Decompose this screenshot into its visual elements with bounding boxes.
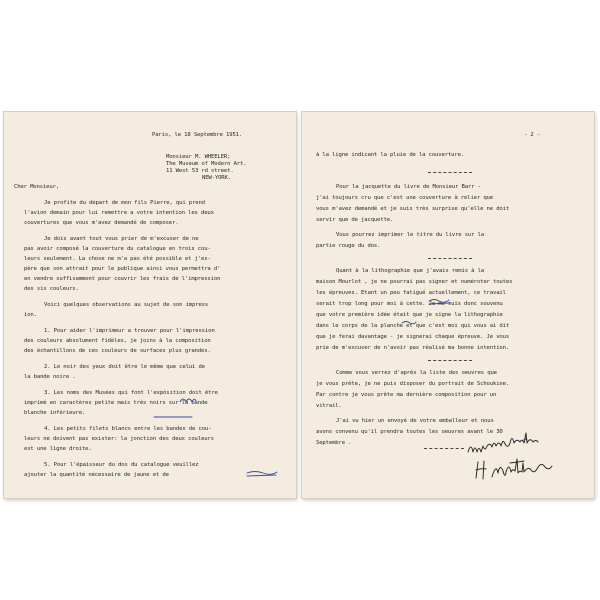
body-line: des échantillons de ces couleurs de surfaces plus grandes. xyxy=(24,348,211,354)
address-line: The Museum of Modern Art. xyxy=(166,161,247,167)
body-line: je vous prête, je ne puis disposer du portrait de Schoukine. xyxy=(316,381,510,387)
body-line: père que son attrait pour le publique ainsi vous permettra d' xyxy=(24,266,221,272)
body-line: Je dois avant tout vous prier de m'excuser de ne xyxy=(44,236,199,242)
body-line: Vous pourrez imprimer le titre du livre sur la xyxy=(336,232,485,238)
body-line: 4. Les petits filets blancs entre les bandes de cou- xyxy=(44,426,212,432)
body-line: servir que de jacquette. xyxy=(316,217,394,223)
body-line: Comme vous verrez d'après la liste des oeuvres que xyxy=(336,370,497,376)
body-line: j'ai toujours cru que c'est une couverture à relier que xyxy=(316,195,493,201)
dateline: Paris, le 18 Septembre 1951. xyxy=(152,132,243,138)
body-line: vitrail. xyxy=(316,403,342,409)
body-line: 5. Pour l'épaisseur du dos du catalogue veuillez xyxy=(44,462,199,468)
body-line: Septembre . xyxy=(316,440,352,446)
body-line: avons convenu qu'il prendra toutes les oeuvres avant le 30 xyxy=(316,429,503,435)
body-line: leurs ne doivent pas exister: la jonction des deux couleurs xyxy=(24,436,214,442)
body-line: maison Mourlot , je ne pourrai pas signer et numéroter toutes xyxy=(316,279,513,285)
body-line: est une ligne droite. xyxy=(24,446,92,452)
body-line: couvertures que vous m'avez demandé de composer. xyxy=(24,220,179,226)
handwritten-corrections xyxy=(4,112,296,498)
salutation: Cher Monsieur, xyxy=(14,184,60,190)
body-line: des couleurs absolument fidèles, je joins à la composition xyxy=(24,338,211,344)
address-line: NEW-YORK. xyxy=(202,175,231,181)
body-line: ion. xyxy=(24,312,37,318)
body-line: l'avion demain pour lui remettre a votre intention les deux xyxy=(24,210,214,216)
body-line: pas avoir composé la couverture du catalogue en trois cou- xyxy=(24,246,211,252)
body-line: leurs seulement. La chose ne m'a pas été possible et j'es- xyxy=(24,256,211,262)
body-line: ajouter la quantité nécessaire de jaune et de xyxy=(24,472,169,478)
body-line: 2. Le noir des yeux doit être le même que celui de xyxy=(44,364,205,370)
body-line: blanche inférieure. xyxy=(24,410,86,416)
body-line: prie de m'excuser de n'avoir pas réalisé ma bonne intention. xyxy=(316,345,510,351)
body-line: en vendre suffisamment pour couvrir les frais de l'impression xyxy=(24,276,221,282)
body-line: 3. Les noms des Musées qui font l'expósition doit être xyxy=(44,390,218,396)
body-line: des six couleurs. xyxy=(24,286,79,292)
body-line: dans le corps de la planche et que c'est moi qui vous ai dit xyxy=(316,323,510,329)
body-line: que votre première idée était que je signe la lithographie xyxy=(316,312,503,318)
body-line: la bande noire . xyxy=(24,374,76,380)
address-line: Monsieur M. WHEELER; xyxy=(166,154,231,160)
body-line: à la ligne indicant la pluie de la couverture. xyxy=(316,152,465,158)
body-line: J'ai vu hier un envoyé de votre emballeur et nous xyxy=(336,418,494,424)
body-line: Je profite du départ de mon fils Pierre, qui prend xyxy=(44,200,205,206)
body-line: imprimé en caractères petite mais très noirs sur la bande xyxy=(24,400,208,406)
body-line: Voici quelques observations au sujet de son impress xyxy=(44,302,209,308)
body-line: que je ferai davantage - je signerai chaque épreuve. Je vous xyxy=(316,334,510,340)
body-line: vous m'avez demandé et je suis très surprise qu'elle ne doit xyxy=(316,206,510,212)
letter-page-1 xyxy=(4,112,296,498)
body-line: Par contre je vous prête ma dernière composition pour un xyxy=(316,392,497,398)
page-number: - 2 - xyxy=(524,132,541,138)
body-line: Pour la jacquette du livre de Monsieur Barr - xyxy=(336,184,481,190)
body-line: 1. Pour aider l'imprimeur a trouver pour l'impression xyxy=(44,328,215,334)
body-line: les épreuves. Etant un peu fatigué actuellement, ce travail xyxy=(316,290,506,296)
body-line: partie rouge du dos. xyxy=(316,243,381,249)
letter-page-2 xyxy=(302,112,594,498)
address-line: 11 West 53 rd street. xyxy=(166,168,234,174)
handwritten-signature xyxy=(462,430,582,490)
body-line: Quant à la lithographie que j'avais remis à la xyxy=(336,268,485,274)
body-line: serait trop long pour moi à cette. Je me suis donc souvenu xyxy=(316,301,503,307)
